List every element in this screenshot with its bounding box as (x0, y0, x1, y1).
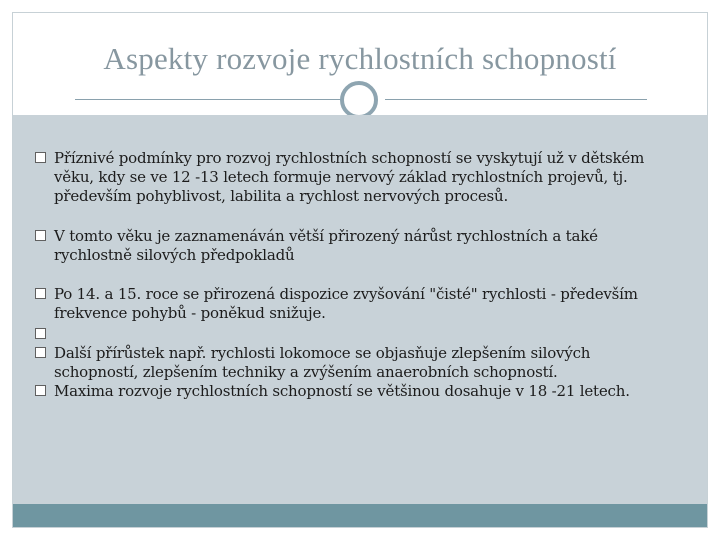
bullet-item (35, 344, 675, 382)
bullet-item (35, 149, 675, 206)
content-area (13, 115, 707, 505)
circle-ornament-icon (340, 81, 378, 119)
bullet-text: V tomto věku je zaznamenáván větší přirozený nárůst rychlostních a také rychlostně silových předpokladů (54, 227, 598, 264)
square-bullet-icon (35, 328, 46, 339)
slide-title: Aspekty rozvoje rychlostních schopností (103, 41, 617, 76)
bullet-text: Příznivé podmínky pro rozvoj rychlostních schopností se vyskytují už v dětském věku, kdy se ve 12 -13 letech formuje nervový základ rychlostních projevů, tj. především pohyblivost, labilita a rychlost nervových procesů. (54, 149, 645, 205)
square-bullet-icon (35, 152, 46, 163)
square-bullet-icon (35, 230, 46, 241)
slide (12, 12, 708, 528)
bullet-text: Další přírůstek např. rychlosti lokomoce se objasňuje zlepšením silových schopností, zlepšením techniky a zvýšením anaerobních schopností. (54, 344, 591, 381)
square-bullet-icon (35, 288, 46, 299)
bullet-item (35, 382, 675, 401)
square-bullet-icon (35, 385, 46, 396)
bullet-item (35, 285, 675, 323)
bullet-item (35, 227, 675, 265)
footer-bar (13, 504, 707, 527)
title-divider-left (75, 99, 343, 100)
square-bullet-icon (35, 347, 46, 358)
bullet-list (35, 149, 675, 401)
bullet-text: Po 14. a 15. roce se přirozená dispozice zvyšování "čisté" rychlosti - především frekvence pohybů - poněkud snižuje. (54, 285, 638, 322)
bullet-text: Maxima rozvoje rychlostních schopností se většinou dosahuje v 18 -21 letech. (54, 382, 630, 400)
bullet-item-empty (35, 325, 675, 344)
title-divider-right (385, 99, 647, 100)
